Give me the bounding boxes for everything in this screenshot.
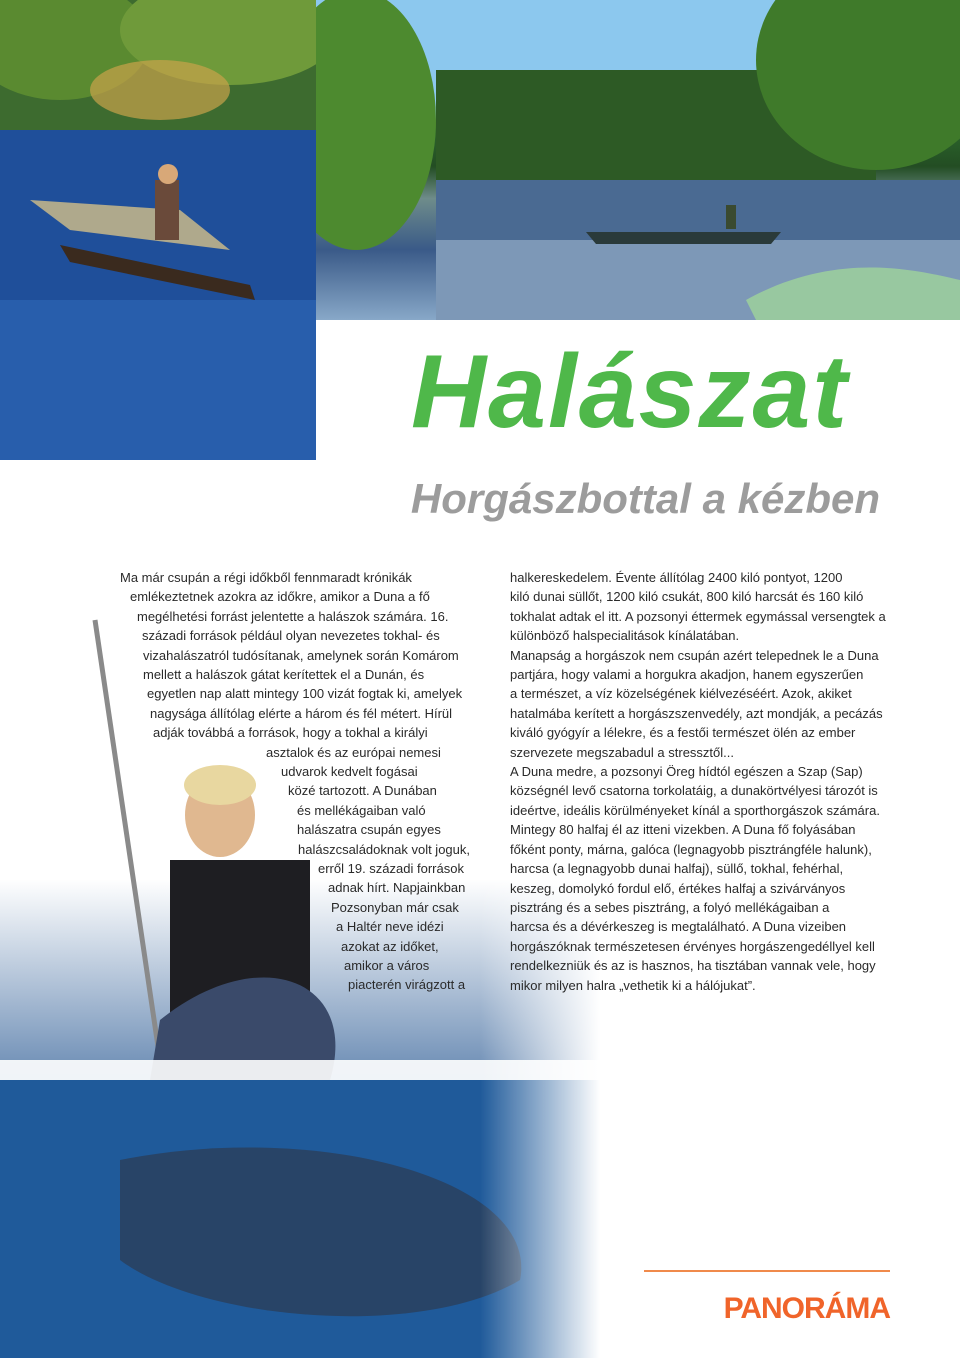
text-line: Ma már csupán a régi időkből fennmaradt krónikák bbox=[120, 570, 412, 585]
text-line: halászatra csupán egyes bbox=[297, 822, 441, 837]
text-line: horgászóknak természetesen érvényes horgászengedéllyel kell bbox=[510, 938, 875, 954]
text-line: mellett a halászok gátat kerítettek el a Dunán, és bbox=[143, 667, 425, 682]
text-line: harcsa és a dévérkeszeg is megtalálható. A Duna vizeiben bbox=[510, 919, 847, 935]
text-line: harcsa (a legnagyobb dunai halfaj), süllő, tokhal, fehérhal, bbox=[510, 861, 844, 877]
text-line: piacterén virágzott a bbox=[348, 977, 466, 992]
text-line: kiló dunai süllőt, 1200 kiló csukát, 800 kiló harcsát és 160 kiló bbox=[510, 589, 864, 605]
text-line: halkereskedelem. Évente állítólag 2400 kiló pontyot, 1200 bbox=[510, 570, 843, 585]
text-line: kiváló gyógyír a lélekre, és a festői természet ölén az ember bbox=[510, 725, 856, 741]
text-line: századi források például olyan nevezetes tokhal- és bbox=[142, 628, 440, 643]
text-line: Manapság a horgászok nem csupán azért telepednek le a Duna bbox=[510, 647, 879, 663]
text-line: halászcsaládoknak volt joguk, bbox=[298, 842, 470, 857]
text-line: erről 19. századi források bbox=[318, 861, 464, 876]
text-line: és mellékágaiban való bbox=[297, 803, 426, 818]
text-line: Pozsonyban már csak bbox=[331, 900, 459, 915]
text-line: a természet, a víz közelségének kiélvezéséért. Azok, akiket bbox=[510, 686, 852, 702]
text-line: különböző halspecialitások kínálatában. bbox=[510, 628, 740, 644]
page-title: Halászat bbox=[411, 334, 849, 450]
right-text-column bbox=[510, 568, 910, 995]
text-line: megélhetési forrást jelentette a halászok számára. 16. bbox=[137, 609, 449, 624]
text-line: szervezete megszabadul a stressztől... bbox=[510, 744, 734, 760]
text-line: partjára, hogy valami a horgukra akadjon, hanem egyszerűen bbox=[510, 667, 864, 683]
text-line: hatalmába kerített a horgászszenvedély, azt mondják, a pecázás bbox=[510, 705, 883, 721]
text-line: pisztráng és a sebes pisztráng, a folyó mellékágaiban a bbox=[510, 899, 830, 915]
text-line: rendelkezniük és az is hasznos, ha tisztában vannak vele, hogy bbox=[510, 958, 876, 974]
text-line: mikor milyen halra „vethetik ki a hálójukat”. bbox=[510, 977, 756, 993]
text-line: tokhalat adtak el itt. A pozsonyi éttermek egymással versengtek a bbox=[510, 608, 886, 624]
text-line: adják továbbá a források, hogy a tokhal a királyi bbox=[153, 725, 428, 740]
text-line: vizahalászatról tudósítanak, amelynek során Komárom bbox=[143, 648, 459, 663]
photo-boat-fisherman bbox=[0, 0, 316, 460]
text-line: főként ponty, márna, galóca (legnagyobb pisztrángféle halunk), bbox=[510, 841, 872, 857]
text-line: amikor a város bbox=[344, 958, 430, 973]
text-line: ideértve, ideális körülményeket kínál a sporthorgászok számára. bbox=[510, 802, 880, 818]
footer-divider bbox=[644, 1270, 890, 1272]
text-line: asztalok és az európai nemesi bbox=[266, 745, 441, 760]
photo-lake-boat bbox=[316, 0, 960, 320]
text-line: községnél levő csatorna torkolatáig, a dunakörtvélyesi tározót is bbox=[510, 783, 878, 799]
text-line: egyetlen nap alatt mintegy 100 vizát fogtak ki, amelyek bbox=[147, 686, 463, 701]
text-line: emlékeztetnek azokra az időkre, amikor a Duna a fő bbox=[130, 589, 430, 604]
panorama-logo: PANORÁMA bbox=[723, 1292, 890, 1325]
text-line: azokat az időket, bbox=[341, 939, 439, 954]
text-line: A Duna medre, a pozsonyi Öreg hídtól egészen a Szap (Sap) bbox=[510, 764, 863, 780]
text-line: Mintegy 80 halfaj él az itteni vizekben. A Duna fő folyásában bbox=[510, 822, 856, 838]
text-line: a Haltér neve idézi bbox=[336, 919, 444, 934]
page-subtitle: Horgászbottal a kézben bbox=[410, 475, 880, 522]
text-line: adnak hírt. Napjainkban bbox=[328, 880, 466, 895]
text-line: nagysága állítólag elérte a három és fél métert. Hírül bbox=[150, 706, 453, 721]
text-line: keszeg, domolykó fordul elő, értékes halfaj a szivárványos bbox=[510, 880, 846, 896]
text-line: udvarok kedvelt fogásai bbox=[281, 764, 418, 779]
text-line: közé tartozott. A Dunában bbox=[288, 783, 437, 798]
